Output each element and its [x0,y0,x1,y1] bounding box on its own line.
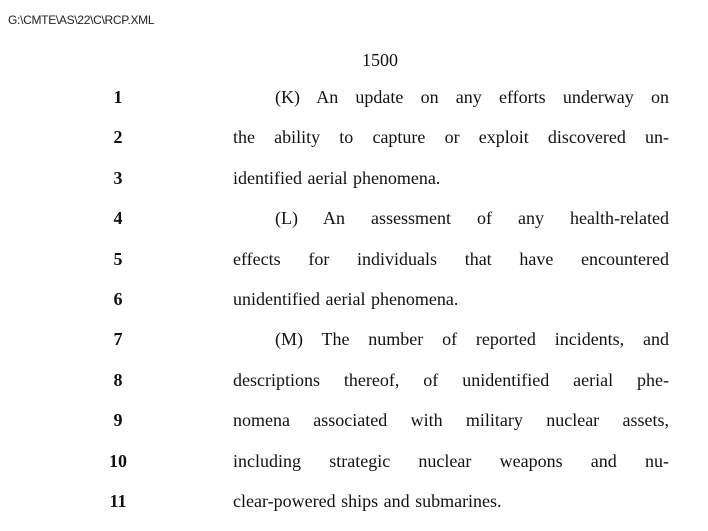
file-path-header: G:\CMTE\AS\22\C\RCP.XML [8,13,155,27]
line-text: descriptions thereof, of unidentified aerial phe- [233,369,669,390]
line-text: clear-powered ships and submarines. [233,490,502,511]
line-text: (K) An update on any efforts underway on [275,87,669,107]
text-line [0,246,708,286]
line-text: (L) An assessment of any health-related [275,208,669,229]
text-line [0,205,708,245]
text-line [0,84,708,124]
line-number: 10 [109,450,127,471]
line-text: nomena associated with military nuclear assets, [233,410,669,431]
line-number: 9 [113,410,123,431]
text-line [0,367,708,407]
line-number: 5 [113,248,123,269]
text-line [0,448,708,488]
line-text: including strategic nuclear weapons and nu- [233,450,669,471]
text-line [0,488,708,528]
line-number: 4 [113,208,123,229]
line-number: 6 [113,288,123,309]
line-number: 3 [113,167,123,188]
bill-text-lines [0,84,708,528]
line-number: 7 [113,329,123,350]
text-line [0,165,708,205]
line-number: 11 [109,490,127,511]
page-number: 1500 [362,50,398,70]
line-text: identified aerial phenomena. [233,167,441,188]
text-line [0,407,708,447]
text-line [0,124,708,164]
line-text: (M) The number of reported incidents, and [275,329,669,350]
line-number: 8 [113,369,123,390]
line-number: 1 [113,87,123,107]
text-line [0,326,708,366]
text-line [0,286,708,326]
line-number: 2 [113,127,123,148]
line-text: unidentified aerial phenomena. [233,288,459,309]
line-text: effects for individuals that have encountered [233,248,669,269]
line-text: the ability to capture or exploit discovered un- [233,127,669,148]
